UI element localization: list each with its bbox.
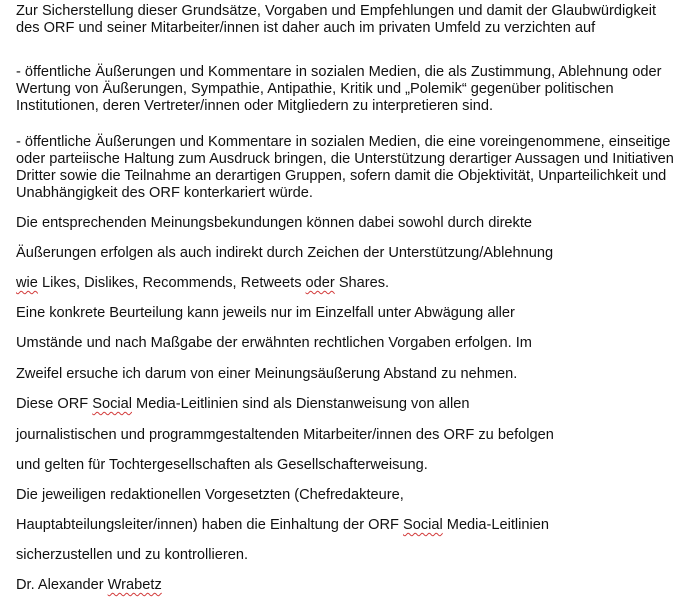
- text-line: - öffentliche Äußerungen und Kommentare in sozialen Medien, die eine voreingenommene, einseitige: [16, 134, 671, 150]
- text-span: Media-Leitlinien sind als Dienstanweisung von allen: [131, 396, 470, 412]
- text-line: [16, 396, 469, 413]
- text-line: Die jeweiligen redaktionellen Vorgesetzten (Chefredakteure,: [16, 487, 404, 503]
- text-line: und gelten für Tochtergesellschaften als Gesellschafterweisung.: [16, 457, 428, 473]
- text-line: Zweifel ersuche ich darum von einer Meinungsäußerung Abstand zu nehmen.: [16, 366, 518, 382]
- text-span: Diese ORF: [16, 396, 93, 412]
- signature-line: [16, 577, 162, 594]
- text-line: des ORF und seiner Mitarbeiter/innen ist daher auch im privaten Umfeld zu verzichten auf: [16, 20, 596, 36]
- paragraph-bullet-2: [16, 134, 674, 202]
- text-line: [16, 275, 389, 292]
- text-line: Wertung von Äußerungen, Sympathie, Antipathie, Kritik und „Polemik“ gegenüber politischen: [16, 81, 614, 97]
- text-line: [16, 517, 549, 534]
- text-span: Shares.: [334, 275, 390, 291]
- text-span: Hauptabteilungsleiter/innen) haben die Einhaltung der ORF: [16, 517, 403, 533]
- spellcheck-word: Wrabetz: [107, 577, 162, 593]
- text-line: Äußerungen erfolgen als auch indirekt durch Zeichen der Unterstützung/Ablehnung: [16, 245, 554, 261]
- text-line: Zur Sicherstellung dieser Grundsätze, Vorgaben und Empfehlungen und damit der Glaubwürdigkeit: [16, 3, 657, 19]
- text-line: Eine konkrete Beurteilung kann jeweils nur im Einzelfall unter Abwägung aller: [16, 305, 515, 321]
- paragraph-bullet-1: [16, 64, 661, 115]
- text-line: oder parteiische Haltung zum Ausdruck bringen, die Unterstützung derartiger Aussagen und Initiativen: [16, 151, 674, 167]
- spellcheck-word: Social: [92, 396, 132, 412]
- text-span: Dr. Alexander: [16, 577, 108, 593]
- text-line: Unabhängigkeit des ORF konterkariert würde.: [16, 185, 313, 201]
- paragraph-intro: [16, 3, 656, 37]
- text-span: Media-Leitlinien: [442, 517, 550, 533]
- text-line: sicherzustellen und zu kontrollieren.: [16, 547, 249, 563]
- text-line: Dritter sowie die Teilnahme an derartigen Gruppen, sofern damit die Objektivität, Unparteilichkeit und: [16, 168, 667, 184]
- document-page: [16, 0, 688, 611]
- spellcheck-word: wie: [16, 275, 38, 291]
- spellcheck-word: oder: [305, 275, 335, 291]
- text-line: journalistischen und programmgestaltenden Mitarbeiter/innen des ORF zu befolgen: [16, 427, 554, 443]
- text-line: Institutionen, deren Vertreter/innen oder Mitgliedern zu interpretieren sind.: [16, 98, 494, 114]
- text-line: Umstände und nach Maßgabe der erwähnten rechtlichen Vorgaben erfolgen. Im: [16, 335, 532, 351]
- text-line: - öffentliche Äußerungen und Kommentare in sozialen Medien, die als Zustimmung, Ablehnung oder: [16, 64, 662, 80]
- text-line: Die entsprechenden Meinungsbekundungen können dabei sowohl durch direkte: [16, 215, 533, 231]
- text-span: Likes, Dislikes, Recommends, Retweets: [37, 275, 306, 291]
- spellcheck-word: Social: [402, 517, 443, 533]
